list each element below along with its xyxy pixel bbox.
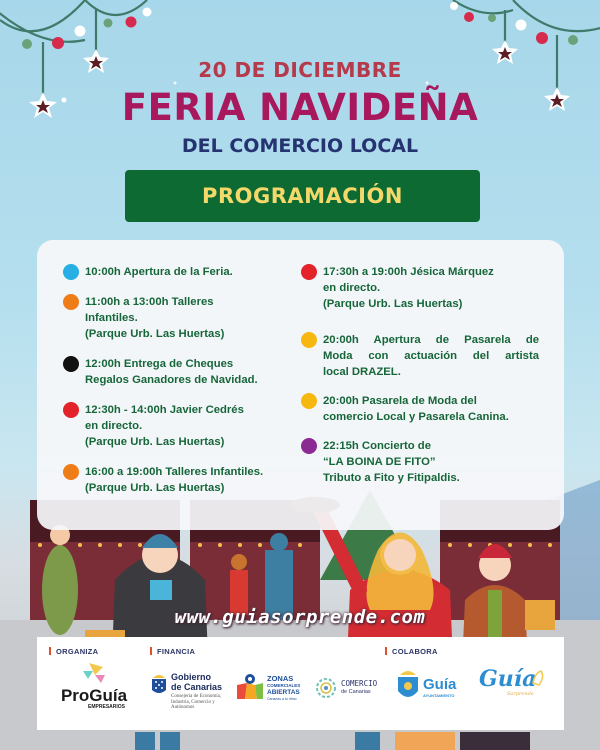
island-outline-icon bbox=[531, 669, 545, 687]
schedule-item: 20:00h Apertura de Pasarela de Moda con actuación del artista local DRAZEL. bbox=[299, 332, 539, 380]
bullet-dot-icon bbox=[301, 332, 317, 348]
schedule-item: 22:15h Concierto de “LA BOINA DE FITO” Tributo a Fito y Fitipaldis. bbox=[299, 438, 539, 486]
website-link[interactable]: www.guiasorprende.com bbox=[174, 606, 426, 628]
schedule-item: 11:00h a 13:00h Talleres Infantiles. (Parque Urb. Las Huertas) bbox=[61, 294, 301, 342]
bullet-dot-icon bbox=[301, 393, 317, 409]
gobierno-canarias-logo: Gobierno de Canarias Consejería de Economía, Industria, Comercio y Autónomos bbox=[151, 670, 241, 725]
bullet-dot-icon bbox=[301, 264, 317, 280]
bullet-dot-icon bbox=[63, 464, 79, 480]
schedule-item: 12:30h - 14:00h Javier Cedrés en directo. (Parque Urb. Las Huertas) bbox=[61, 402, 301, 450]
guia-shield-icon bbox=[397, 667, 419, 703]
guia-sorprende-logo: Guía Sorprende bbox=[479, 667, 554, 707]
programacion-banner: PROGRAMACIÓN bbox=[125, 170, 480, 222]
schedule-panel bbox=[37, 240, 564, 530]
proguia-logo: ProGuía EMPRESARIOS bbox=[59, 661, 129, 711]
schedule-column-left bbox=[61, 264, 301, 496]
sponsors-bar bbox=[37, 637, 564, 730]
comercio-canarias-logo: COMERCIO de Canarias bbox=[315, 677, 390, 705]
coat-of-arms-icon bbox=[151, 672, 167, 696]
bullet-dot-icon bbox=[63, 356, 79, 372]
event-date: 20 DE DICIEMBRE bbox=[198, 58, 402, 82]
bullet-dot-icon bbox=[63, 294, 79, 310]
colabora-label: COLABORA bbox=[385, 647, 438, 656]
proguia-emblem-icon bbox=[59, 661, 129, 683]
zonas-comerciales-logo: ZONAS COMERCIALES ABIERTAS Canarias a tu ritmo bbox=[237, 673, 307, 703]
schedule-item: 17:30h a 19:00h Jésica Márquez en directo. (Parque Urb. Las Huertas) bbox=[299, 264, 539, 312]
schedule-item: 16:00 a 19:00h Talleres Infantiles. (Parque Urb. Las Huertas) bbox=[61, 464, 301, 496]
guia-ayuntamiento-logo: Guía AYUNTAMIENTO bbox=[397, 667, 482, 705]
schedule-item: 12:00h Entrega de Cheques Regalos Ganadores de Navidad. bbox=[61, 356, 301, 388]
bullet-dot-icon bbox=[63, 402, 79, 418]
schedule-item: 20:00h Pasarela de Moda del comercio Local y Pasarela Canina. bbox=[299, 393, 539, 425]
comercio-emblem-icon bbox=[315, 677, 337, 699]
schedule-item: 10:00h Apertura de la Feria. bbox=[61, 264, 301, 280]
event-subtitle: DEL COMERCIO LOCAL bbox=[181, 135, 419, 157]
map-pin-icon bbox=[237, 673, 263, 701]
organiza-label: ORGANIZA bbox=[49, 647, 98, 656]
schedule-column-right bbox=[299, 264, 539, 486]
financia-label: FINANCIA bbox=[150, 647, 195, 656]
bullet-dot-icon bbox=[301, 438, 317, 454]
bullet-dot-icon bbox=[63, 264, 79, 280]
event-title: FERIA NAVIDEÑA bbox=[121, 86, 479, 129]
